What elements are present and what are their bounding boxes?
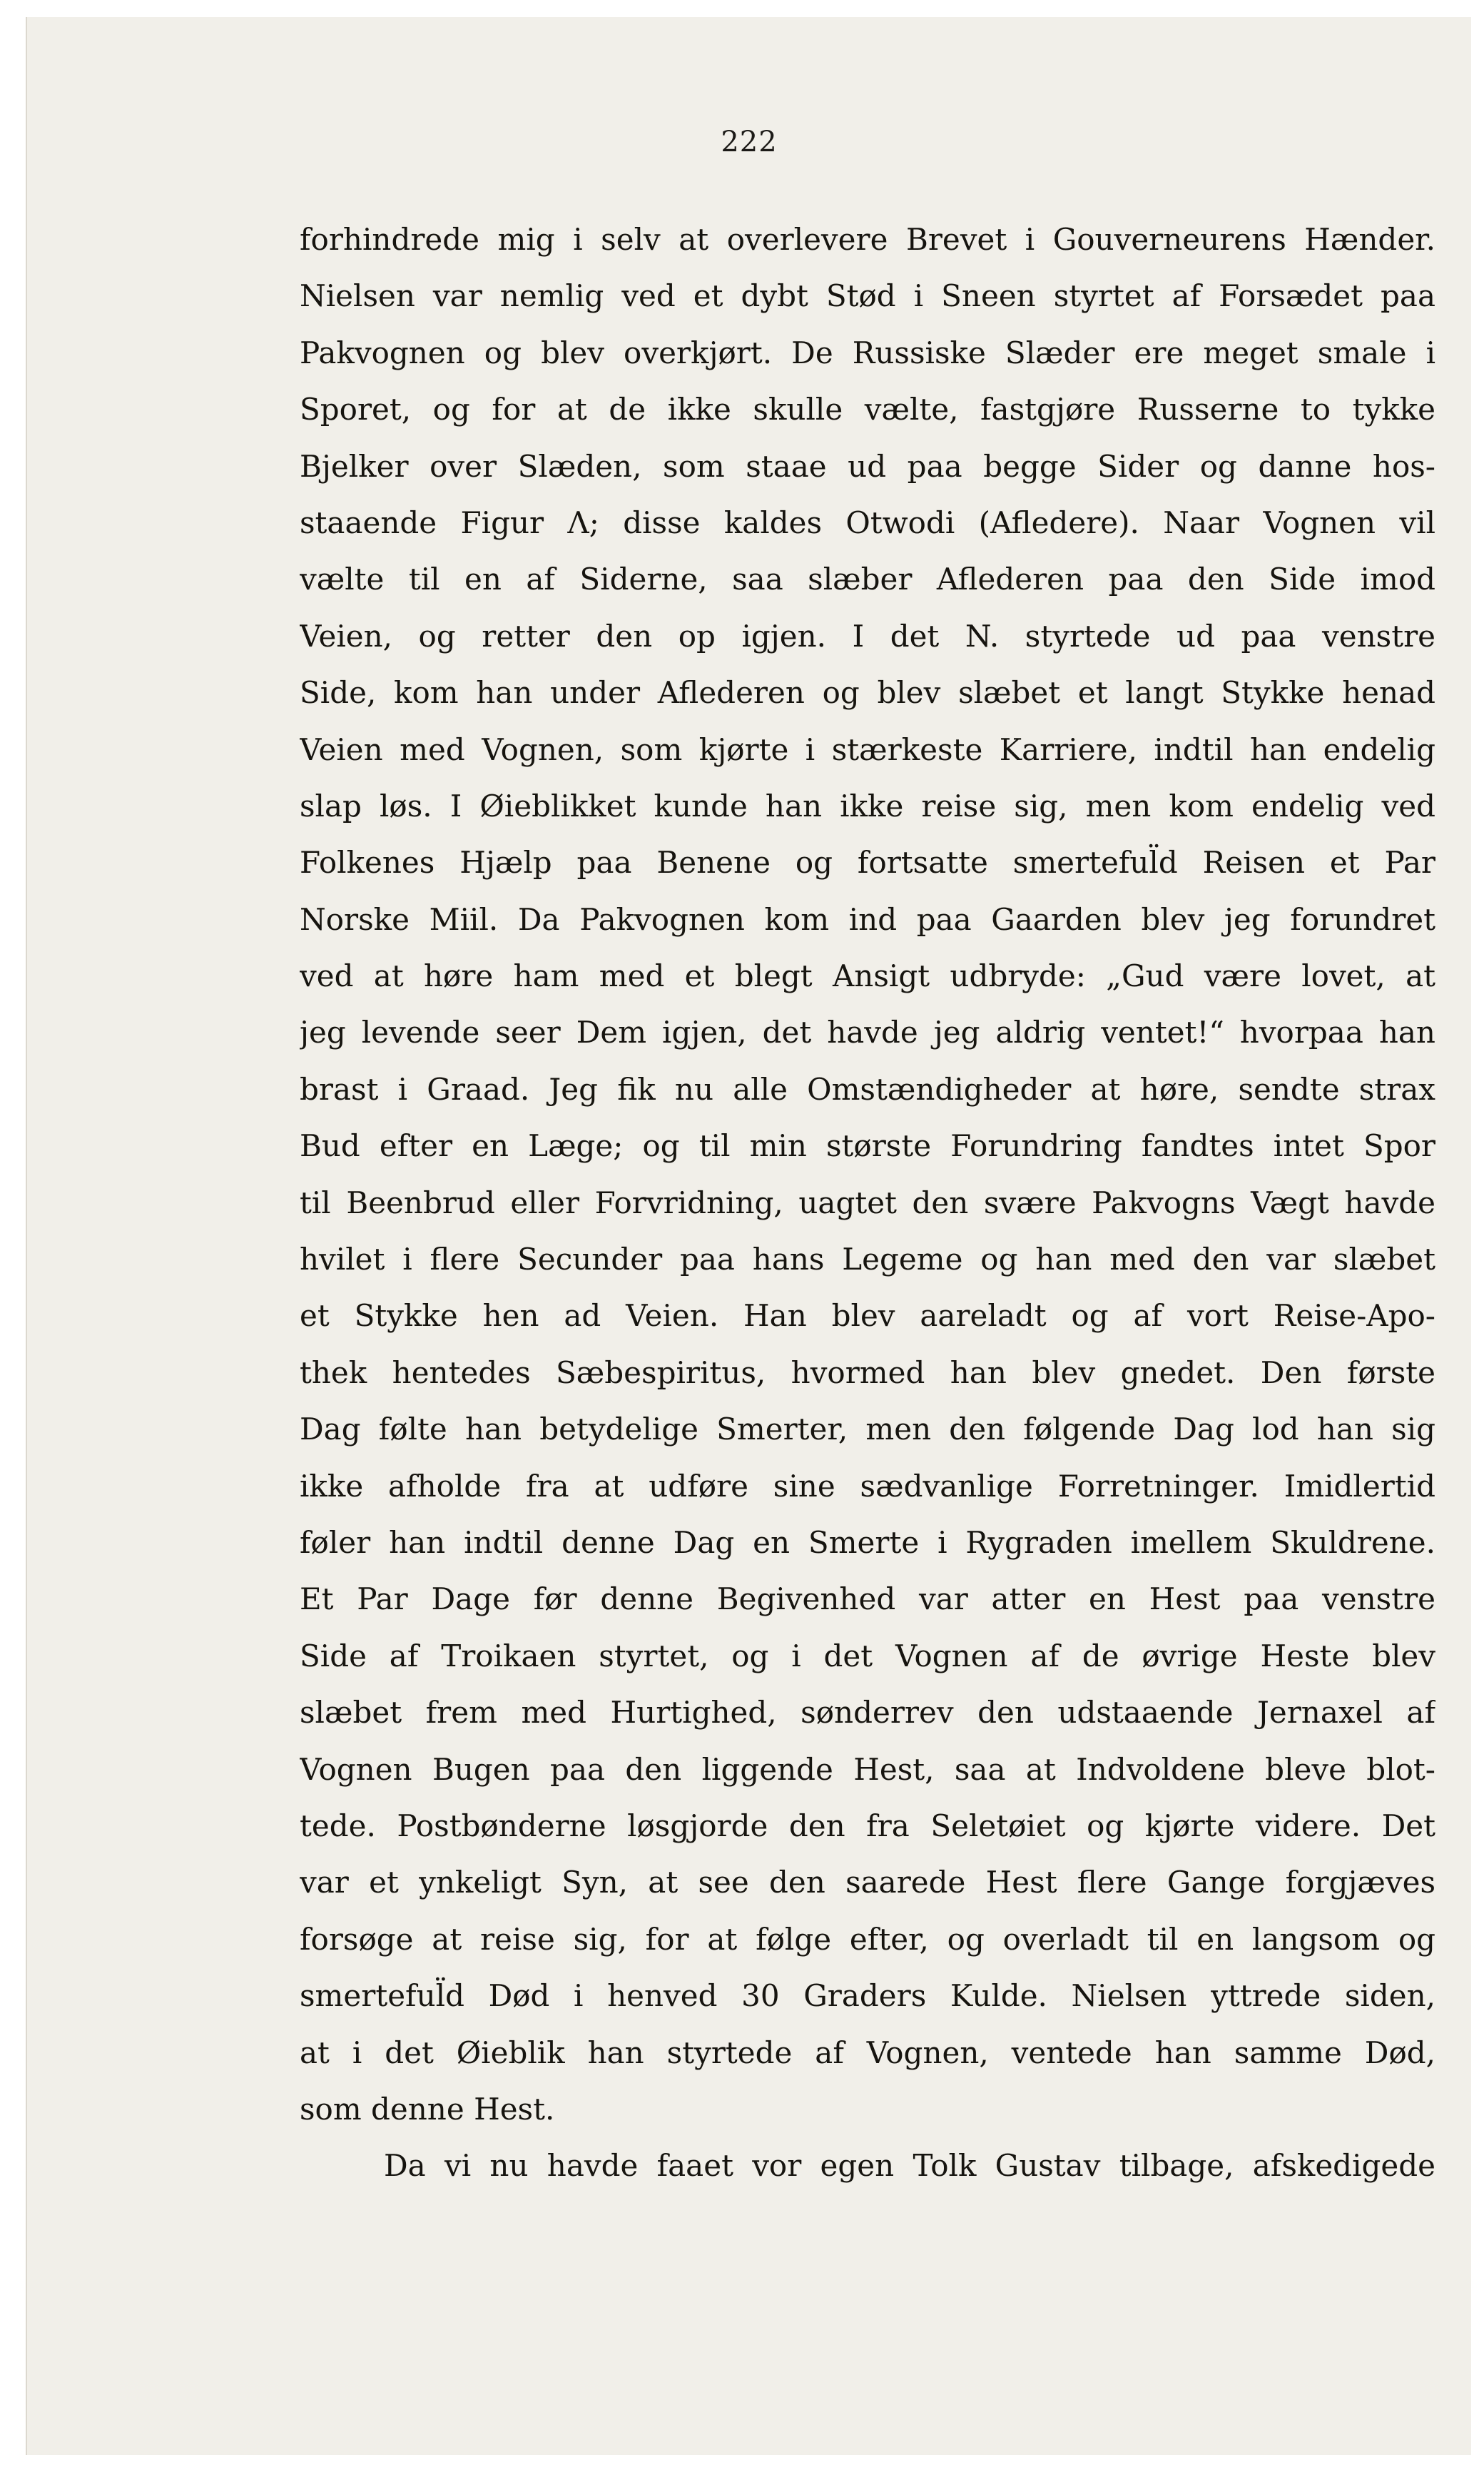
text-line: slap løs. I Øieblikket kunde han ikke reise sig, men kom endelig ved <box>300 788 1435 824</box>
text-line: Side af Troikaen styrtet, og i det Vognen af de øvrige Heste blev <box>300 1638 1435 1673</box>
text-line: Bud efter en Læge; og til min største Forundring fandtes intet Spor <box>300 1128 1435 1164</box>
text-line: ikke afholde fra at udføre sine sædvanlige Forretninger. Imidlertid <box>300 1468 1435 1504</box>
text-line: Dag følte han betydelige Smerter, men den følgende Dag lod han sig <box>300 1412 1435 1447</box>
text-line: smerteful̈d Død i henved 30 Graders Kulde. Nielsen yttrede siden, <box>300 1978 1435 2014</box>
text-line: Et Par Dage før denne Begivenhed var atter en Hest paa venstre <box>300 1581 1435 1617</box>
text-line: Veien med Vognen, som kjørte i stærkeste Karriere, indtil han endelig <box>300 731 1435 767</box>
text-line: til Beenbrud eller Forvridning, uagtet den svære Pakvogns Vægt havde <box>300 1185 1435 1220</box>
text-line: Bjelker over Slæden, som staae ud paa begge Sider og danne hos- <box>300 448 1435 484</box>
text-line: var et ynkeligt Syn, at see den saarede Hest flere Gange forgjæves <box>300 1865 1435 1900</box>
text-line: staaende Figur Λ; disse kaldes Otwodi (Afledere). Naar Vognen vil <box>300 505 1435 540</box>
text-line: Pakvognen og blev overkjørt. De Russiske Slæder ere meget smale i <box>300 335 1435 370</box>
paragraph-last-line: som denne Hest. <box>300 2091 555 2127</box>
text-line: Norske Miil. Da Pakvognen kom ind paa Gaarden blev jeg forundret <box>300 901 1435 937</box>
text-line: vælte til en af Siderne, saa slæber Aflederen paa den Side imod <box>300 562 1435 597</box>
text-line: føler han indtil denne Dag en Smerte i Rygraden imellem Skuldrene. <box>300 1524 1435 1560</box>
text-line: Vognen Bugen paa den liggende Hest, saa at Indvoldene bleve blot- <box>300 1751 1435 1787</box>
text-line: thek hentedes Sæbespiritus, hvormed han blev gnedet. Den første <box>300 1354 1435 1390</box>
text-line: ved at høre ham med et blegt Ansigt udbryde: „Gud være lovet, at <box>300 958 1435 994</box>
text-line: Veien, og retter den op igjen. I det N. styrtede ud paa venstre <box>300 618 1435 654</box>
text-line: jeg levende seer Dem igjen, det havde jeg aldrig ventet!“ hvorpaa han <box>300 1015 1435 1050</box>
text-line: Nielsen var nemlig ved et dybt Stød i Sneen styrtet af Forsædet paa <box>300 278 1435 314</box>
text-line: at i det Øieblik han styrtede af Vognen, ventede han samme Død, <box>300 2035 1435 2070</box>
page-number: 222 <box>721 126 778 158</box>
text-line: brast i Graad. Jeg fik nu alle Omstændigheder at høre, sendte strax <box>300 1071 1435 1107</box>
text-line: Side, kom han under Aflederen og blev slæbet et langt Stykke henad <box>300 675 1435 711</box>
text-line: forsøge at reise sig, for at følge efter, og overladt til en langsom og <box>300 1921 1435 1957</box>
book-page <box>26 17 1471 2455</box>
text-line: hvilet i flere Secunder paa hans Legeme og han med den var slæbet <box>300 1242 1435 1277</box>
text-line: forhindrede mig i selv at overlevere Brevet i Gouverneurens Hænder. <box>300 222 1435 257</box>
text-line: tede. Postbønderne løsgjorde den fra Seletøiet og kjørte videre. Det <box>300 1808 1435 1843</box>
paragraph-first-line: Da vi nu havde faaet vor egen Tolk Gustav tilbage, afskedigede <box>384 2148 1435 2184</box>
text-line: et Stykke hen ad Veien. Han blev aareladt og af vort Reise-Apo- <box>300 1298 1435 1334</box>
text-line: slæbet frem med Hurtighed, sønderrev den udstaaende Jernaxel af <box>300 1695 1435 1731</box>
text-line: Sporet, og for at de ikke skulle vælte, fastgjøre Russerne to tykke <box>300 392 1435 427</box>
body-text <box>300 211 1435 2194</box>
text-line: Folkenes Hjælp paa Benene og fortsatte smerteful̈d Reisen et Par <box>300 845 1435 881</box>
